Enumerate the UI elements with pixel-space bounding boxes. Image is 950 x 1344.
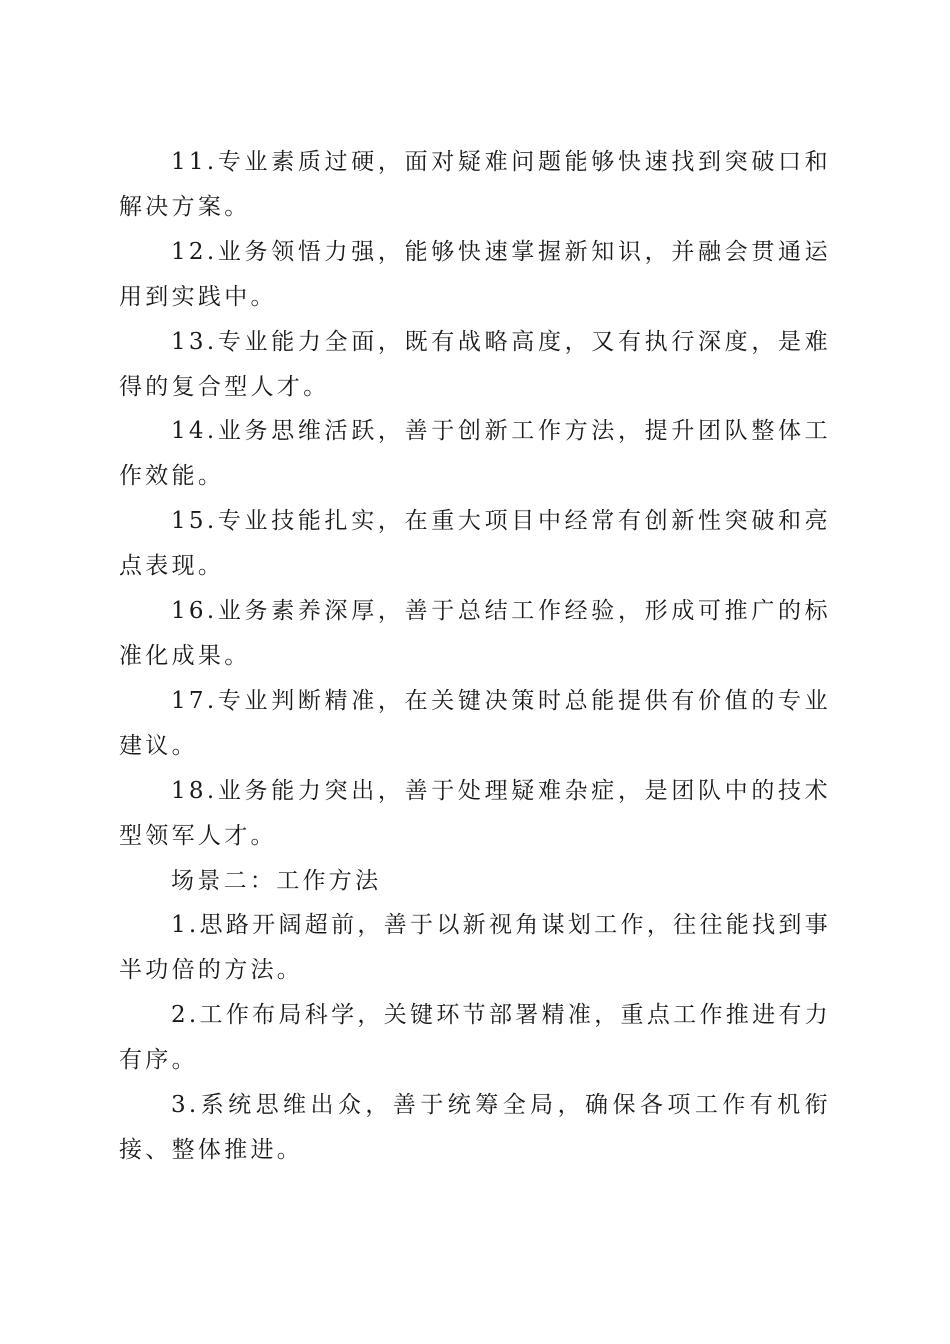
section-heading: 场景二：工作方法 [171,867,382,894]
paragraph-item-11: 11.专业素质过硬，面对疑难问题能够快速找到突破口和解决方案。 [119,149,831,220]
paragraph-item-1: 1.思路开阔超前，善于以新视角谋划工作，往往能找到事半功倍的方法。 [119,912,831,984]
paragraph-item-14: 14.业务思维活跃，善于创新工作方法，提升团队整体工作效能。 [119,418,831,490]
paragraph-item-13: 13.专业能力全面，既有战略高度，又有执行深度，是难得的复合型人才。 [119,328,831,400]
paragraph-item-17: 17.专业判断精准，在关键决策时总能提供有价值的专业建议。 [119,687,831,759]
document-body [119,140,831,1173]
paragraph-item-16: 16.业务素养深厚，善于总结工作经验，形成可推广的标准化成果。 [119,598,831,669]
paragraph-item-15: 15.专业技能扎实，在重大项目中经常有创新性突破和亮点表现。 [119,508,831,580]
paragraph-item-18: 18.业务能力突出，善于处理疑难杂症，是团队中的技术型领军人才。 [119,777,831,849]
paragraph-item-12: 12.业务领悟力强，能够快速掌握新知识，并融会贯通运用到实践中。 [119,238,831,310]
paragraph-item-3: 3.系统思维出众，善于统筹全局，确保各项工作有机衔接、整体推进。 [119,1092,831,1163]
paragraph-item-2: 2.工作布局科学，关键环节部署精准，重点工作推进有力有序。 [119,1002,831,1074]
